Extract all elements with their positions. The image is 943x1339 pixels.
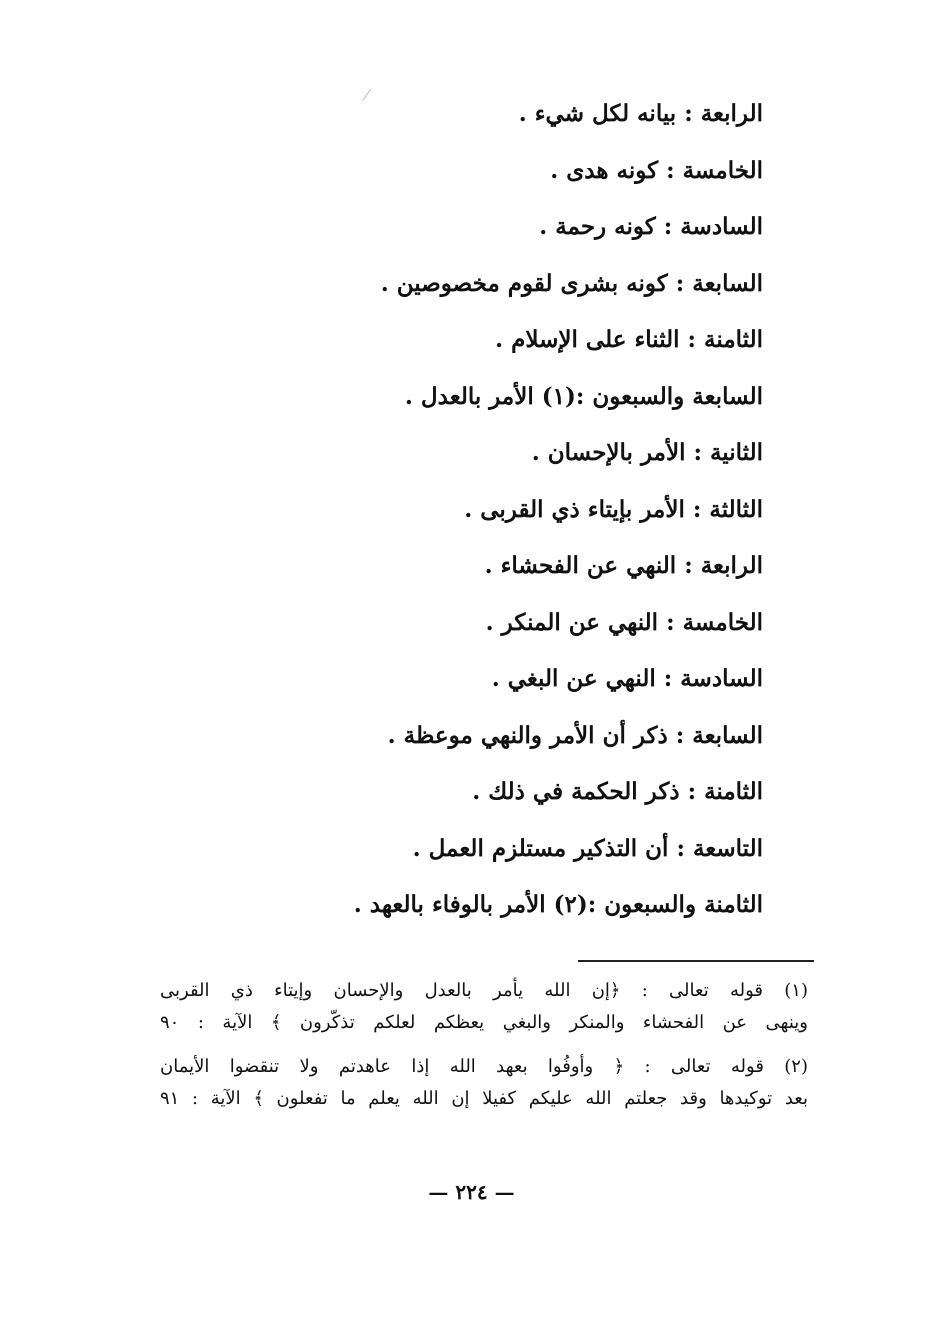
text-line: الثامنة والسبعون :(٢) الأمر بالوفاء بالعهد . <box>353 891 763 918</box>
text-line: الثامنة : الثناء على الإسلام . <box>495 326 763 353</box>
footnote-line: وينهى عن الفحشاء والمنكر والبغي يعظكم لعلكم تذكّرون ﴾ الآية : ٩٠ <box>160 1012 808 1033</box>
text-line: السادسة : كونه رحمة . <box>539 213 763 240</box>
text-line: السابعة والسبعون :(١) الأمر بالعدل . <box>404 382 763 410</box>
text-line: الخامسة : كونه هدى . <box>550 156 763 184</box>
footnote-separator <box>578 960 814 962</box>
footnote-line: (١) قوله تعالى : ﴿إن الله يأمر بالعدل والإحسان وإيتاء ذي القربى <box>160 980 808 1001</box>
footnote-line: بعد توكيدها وقد جعلتم الله عليكم كفيلا إن الله يعلم ما تفعلون ﴾ الآية : ٩١ <box>160 1088 808 1109</box>
footnotes <box>160 975 808 1127</box>
text-line: السابعة : كونه بشرى لقوم مخصوصين . <box>380 269 763 297</box>
text-line: الثانية : الأمر بالإحسان . <box>531 439 763 466</box>
text-line: الرابعة : بيانه لكل شيء . <box>518 100 763 127</box>
text-line: الخامسة : النهي عن المنكر . <box>485 608 763 636</box>
text-line: السابعة : ذكر أن الأمر والنهي موعظة . <box>387 721 763 749</box>
text-line: الرابعة : النهي عن الفحشاء . <box>484 552 763 579</box>
footnote-2 <box>160 1051 808 1115</box>
text-line: الثالثة : الأمر بإيتاء ذي القربى . <box>464 495 763 523</box>
text-line: الثامنة : ذكر الحكمة في ذلك . <box>472 778 763 805</box>
page-number: — ٢٢٤ — <box>428 1180 515 1204</box>
footnote-line: (٢) قوله تعالى : ﴿ وأوفُوا بعهد الله إذا عاهدتم ولا تنقضوا الأيمان <box>160 1056 808 1077</box>
text-line: التاسعة : أن التذكير مستلزم العمل . <box>412 834 763 862</box>
text-line: السادسة : النهي عن البغي . <box>491 665 763 692</box>
main-text-list <box>203 94 763 942</box>
footnote-1 <box>160 975 808 1039</box>
